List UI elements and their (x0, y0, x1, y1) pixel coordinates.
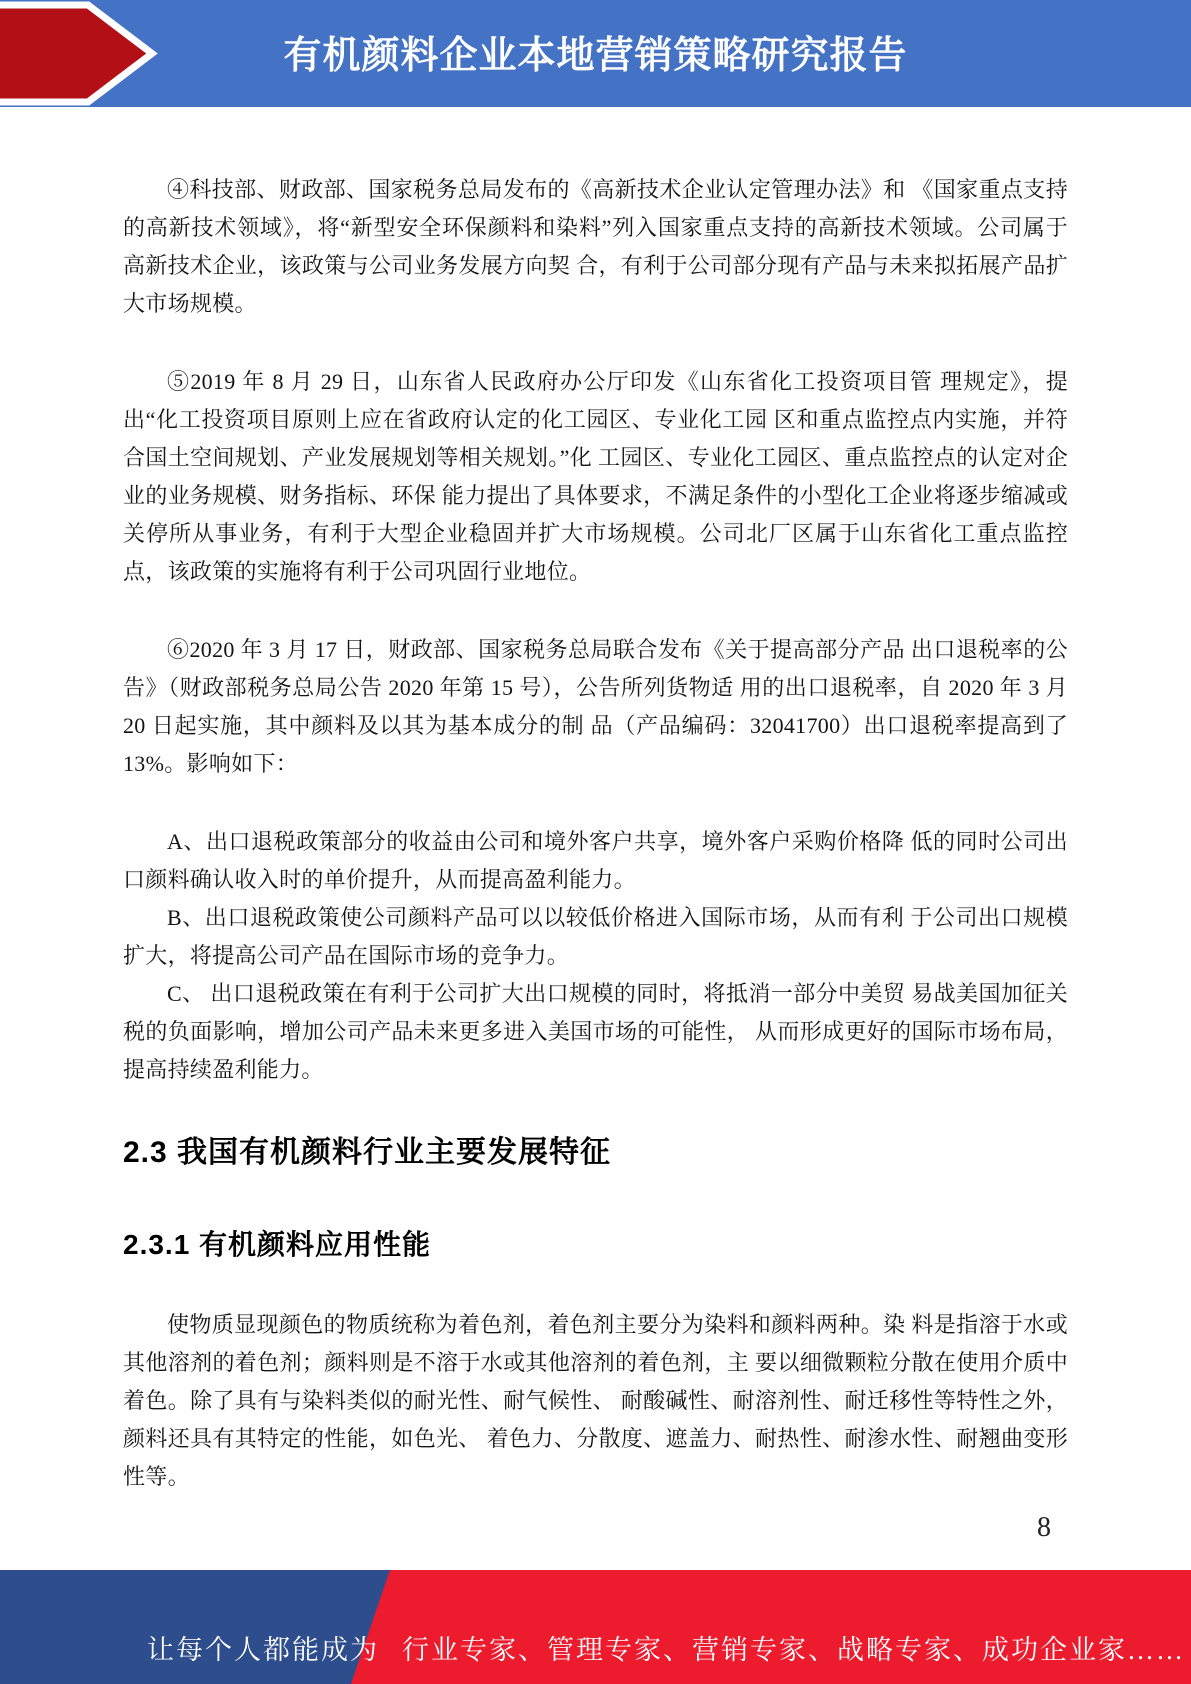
footer-slogan-left: 让每个人都能成为 (147, 1635, 379, 1665)
section-heading-2-3: 2.3 我国有机颜料行业主要发展特征 (123, 1136, 612, 1169)
page-footer (0, 1570, 1191, 1684)
paragraph-effect-c: C、 出口退税政策在有利于公司扩大出口规模的同时，将抵消一部分中美贸 易战美国加征关税的负面影响，增加公司产品未来更多进入美国市场的可能性， 从而形成更好的国际市场布局，提高持续盈利能力。 (123, 981, 1068, 1082)
paragraph-policy-4: ④科技部、财政部、国家税务总局发布的《高新技术企业认定管理办法》和 《国家重点支持的高新技术领域》，将“新型安全环保颜料和染料”列入国家重点支持的高新技术领域。公司属于高新技术企业，该政策与公司业务发展方向契 合，有利于公司部分现有产品与未来拟拓展产品扩大市场规模。 (123, 177, 1068, 316)
footer-slogan-right: 行业专家、管理专家、营销专家、战略专家、成功企业家…… (402, 1635, 1185, 1665)
paragraph-effect-a: A、出口退税政策部分的收益由公司和境外客户共享，境外客户采购价格降 低的同时公司出口颜料确认收入时的单价提升，从而提高盈利能力。 (123, 829, 1068, 892)
paragraph-effect-b: B、出口退税政策使公司颜料产品可以以较低价格进入国际市场，从而有利 于公司出口规模扩大，将提高公司产品在国际市场的竞争力。 (123, 905, 1068, 968)
paragraph-application: 使物质显现颜色的物质统称为着色剂，着色剂主要分为染料和颜料两种。染 料是指溶于水或其他溶剂的着色剂；颜料则是不溶于水或其他溶剂的着色剂，主 要以细微颗粒分散在使用介质中着色。除了具有与染料类似的耐光性、耐气候性、 耐酸碱性、耐溶剂性、耐迁移性等特性之外，颜料还具有其特定的性能，如色光、 着色力、分散度、遮盖力、耐热性、耐渗水性、耐翘曲变形性等。 (123, 1312, 1068, 1489)
page-number: 8 (1037, 1512, 1051, 1543)
page-body (123, 107, 1068, 1496)
paragraph-policy-6: ⑥2020 年 3 月 17 日，财政部、国家税务总局联合发布《关于提高部分产品 出口退税率的公告》（财政部税务总局公告 2020 年第 15 号），公告所列货物适 用的出口退税率，自 2020 年 3 月 20 日起实施，其中颜料及以其为基本成分的制 品（产品编码：32041700）出口退税率提高到了 13%。影响如下： (123, 637, 1068, 776)
report-title: 有机颜料企业本地营销策略研究报告 (283, 35, 908, 77)
paragraph-policy-5: ⑤2019 年 8 月 29 日，山东省人民政府办公厅印发《山东省化工投资项目管 理规定》，提出“化工投资项目原则上应在省政府认定的化工园区、专业化工园 区和重点监控点内实施，并符合国土空间规划、产业发展规划等相关规划。”化 工园区、专业化工园区、重点监控点的认定对企业的业务规模、财务指标、环保 能力提出了具体要求，不满足条件的小型化工企业将逐步缩减或关停所从事业务，有利于大型企业稳固并扩大市场规模。公司北厂区属于山东省化工重点监控点，该政策的实施将有利于公司巩固行业地位。 (123, 369, 1068, 584)
section-heading-2-3-1: 2.3.1 有机颜料应用性能 (123, 1229, 432, 1260)
page-header (0, 0, 1191, 107)
